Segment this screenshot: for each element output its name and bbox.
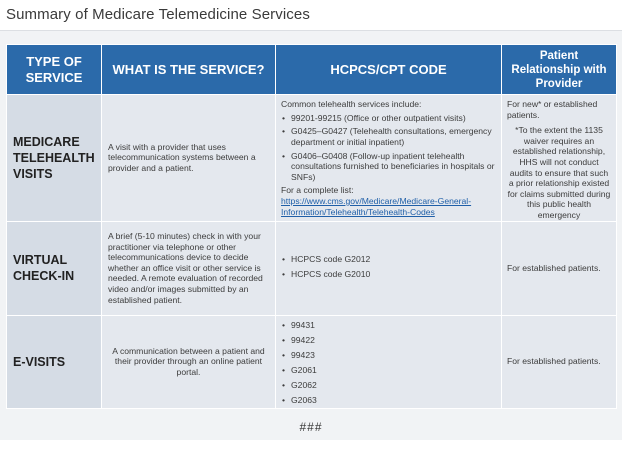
header-patient-relationship: Patient Relationship with Provider [502, 45, 617, 95]
table-row [7, 95, 617, 222]
relationship-cell [502, 95, 617, 222]
code-item: • 99431 [281, 320, 496, 331]
cms-telehealth-codes-link[interactable]: https://www.cms.gov/Medicare/Medicare-General-Information/Telehealth/Telehealth-Codes [281, 196, 472, 217]
code-item: • 99201-99215 (Office or other outpatient visits) [281, 113, 496, 124]
end-marker: ### [299, 420, 323, 434]
service-type-cell: VIRTUAL CHECK-IN [7, 221, 102, 315]
code-item: • G0406–G0408 (Follow-up inpatient telehealth consultations furnished to beneficiaries in hospitals or SNFs) [281, 151, 496, 183]
header-hcpcs-cpt-code: HCPCS/CPT CODE [276, 45, 502, 95]
telemedicine-summary-table [6, 44, 617, 409]
page-title: Summary of Medicare Telemedicine Services [6, 6, 310, 23]
code-cell [276, 95, 502, 222]
code-item: • HCPCS code G2012 [281, 254, 496, 265]
code-list [281, 254, 496, 279]
header-type-of-service: TYPE OF SERVICE [7, 45, 102, 95]
code-item: • 99423 [281, 350, 496, 361]
table-row [7, 221, 617, 315]
relationship-cell: For established patients. [502, 315, 617, 408]
code-item: • G2063 [281, 395, 496, 406]
service-description-cell: A brief (5-10 minutes) check in with your practitioner via telephone or other telecommunications device to decide whether an office visit or other service is needed. A remote evaluation of recorded video and/or images submitted by an established patient. [102, 221, 276, 315]
relationship-cell: For established patients. [502, 221, 617, 315]
code-cell [276, 315, 502, 408]
waiver-footnote: *To the extent the 1135 waiver requires an established relationship, HHS will not conduct audits to ensure that such a prior relationship existed for claims submitted during this public health emergency [507, 125, 611, 220]
code-list [281, 320, 496, 406]
service-description-cell: A communication between a patient and their provider through an online patient portal. [102, 315, 276, 408]
code-item: • G2062 [281, 380, 496, 391]
table-row [7, 315, 617, 408]
relationship-text: For new* or established patients. [507, 99, 598, 120]
header-what-is-the-service: WHAT IS THE SERVICE? [102, 45, 276, 95]
complete-list-label: For a complete list: [281, 185, 354, 196]
code-item: • 99422 [281, 335, 496, 346]
title-divider [0, 30, 622, 31]
code-item: • HCPCS code G2010 [281, 269, 496, 280]
codes-intro: Common telehealth services include: [281, 99, 422, 110]
service-type-cell: MEDICARE TELEHEALTH VISITS [7, 95, 102, 222]
code-list [281, 113, 496, 183]
service-type-cell: E-VISITS [7, 315, 102, 408]
service-description-cell: A visit with a provider that uses telecommunication systems between a provider and a patient. [102, 95, 276, 222]
code-item: • G0425–G0427 (Telehealth consultations, emergency department or initial inpatient) [281, 126, 496, 147]
code-item: • G2061 [281, 365, 496, 376]
code-cell [276, 221, 502, 315]
table-header-row [7, 45, 617, 95]
